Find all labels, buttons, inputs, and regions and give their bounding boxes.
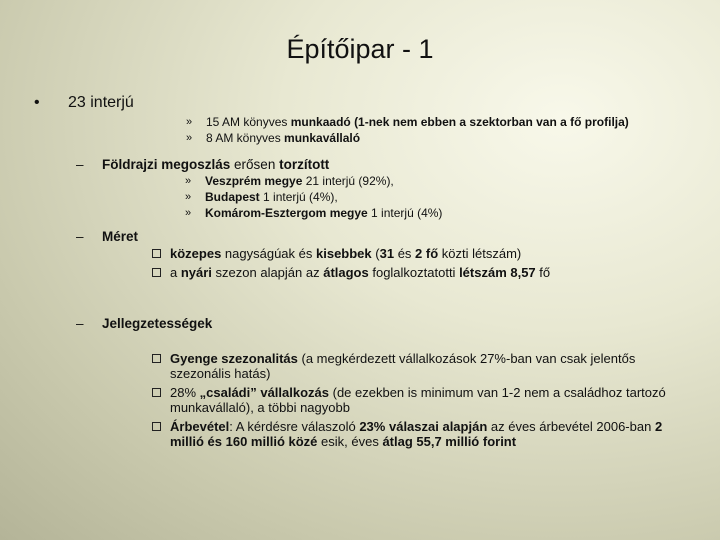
features-list xyxy=(152,351,692,453)
interview-details-list xyxy=(186,114,629,146)
list-item: » 15 AM könyves munkaadó (1-nek nem ebben a szektorban van a fő profilja) xyxy=(186,115,629,129)
dash-bullet: – xyxy=(76,316,84,331)
arrow-bullet-icon: » xyxy=(185,175,192,187)
square-bullet-icon xyxy=(152,354,161,363)
dash-bullet: – xyxy=(76,157,84,172)
slide-title: Építőipar - 1 xyxy=(286,34,434,64)
main-bullet-text: 23 interjú xyxy=(68,94,134,111)
square-bullet-icon xyxy=(152,268,161,277)
list-item: » Komárom-Esztergom megye 1 interjú (4%) xyxy=(185,206,443,220)
geo-list xyxy=(185,173,442,221)
arrow-bullet-icon: » xyxy=(185,207,192,219)
arrow-bullet-icon: » xyxy=(185,191,192,203)
list-item: közepes nagyságúak és kisebbek (31 és 2 fő közti létszám) xyxy=(152,246,672,261)
arrow-bullet-icon: » xyxy=(186,116,193,128)
bullet-dot: • xyxy=(34,94,40,111)
arrow-bullet-icon: » xyxy=(186,132,193,144)
list-item: » 8 AM könyves munkavállaló xyxy=(186,131,361,145)
dash-bullet: – xyxy=(76,229,84,244)
list-item: » Veszprém megye 21 interjú (92%), xyxy=(185,174,394,188)
list-item: a nyári szezon alapján az átlagos foglalkoztatotti létszám 8,57 fő xyxy=(152,265,672,280)
list-item: Árbevétel: A kérdésre válaszoló 23% válaszai alapján az éves árbevétel 2006-ban 2 millió és 160 millió közé esik, éves átlag 55,7 millió forint xyxy=(152,419,692,449)
list-item: » Budapest 1 interjú (4%), xyxy=(185,190,338,204)
size-list xyxy=(152,246,672,284)
square-bullet-icon xyxy=(152,422,161,431)
list-item: 28% „családi” vállalkozás (de ezekben is minimum van 1-2 nem a családhoz tartozó munkavállaló), a többi nagyobb xyxy=(152,385,692,415)
square-bullet-icon xyxy=(152,388,161,397)
list-item: Gyenge szezonalitás (a megkérdezett vállalkozások 27%-ban van csak jelentős szezonális hatás) xyxy=(152,351,692,381)
square-bullet-icon xyxy=(152,249,161,258)
